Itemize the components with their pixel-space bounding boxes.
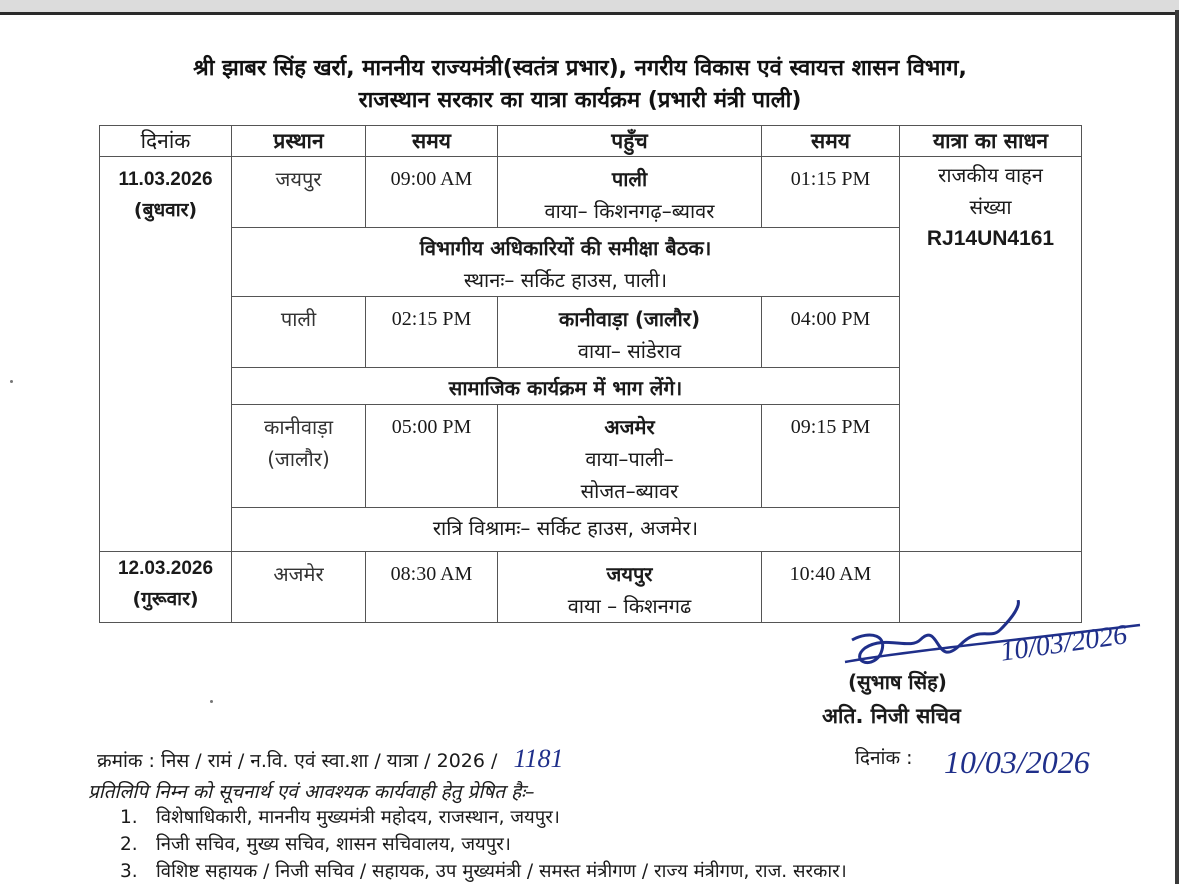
arrival-via: वाया–पाली– bbox=[585, 447, 674, 471]
arrival-cell bbox=[498, 297, 762, 368]
arrival-via-cont: सोजत–ब्यावर bbox=[580, 479, 679, 503]
date-cell-day2 bbox=[100, 552, 232, 623]
arrival-via: वाया – किशनगढ bbox=[567, 594, 692, 618]
arrival-cell bbox=[498, 405, 762, 508]
date-label: दिनांक : bbox=[855, 747, 913, 769]
scan-right-edge bbox=[1175, 10, 1179, 884]
scan-speck bbox=[10, 380, 13, 383]
arrival-place: पाली bbox=[611, 167, 648, 191]
table-row bbox=[100, 157, 1082, 228]
list-number: 2. bbox=[120, 834, 138, 855]
reference-line bbox=[97, 744, 564, 774]
header-date: दिनांक bbox=[100, 126, 232, 157]
vehicle-label: राजकीय वाहन bbox=[938, 163, 1043, 187]
arrival-via: वाया– सांडेराव bbox=[577, 339, 682, 363]
signatory-designation: अति. निजी सचिव bbox=[822, 704, 961, 728]
arrival-place: कानीवाड़ा (जालौर) bbox=[558, 307, 701, 331]
scan-top-band bbox=[0, 0, 1179, 14]
departure-time-cell: 02:15 PM bbox=[366, 297, 498, 368]
arrival-place: जयपुर bbox=[606, 562, 653, 586]
arrival-time-cell: 04:00 PM bbox=[762, 297, 900, 368]
departure-place: कानीवाड़ा bbox=[264, 415, 333, 439]
signature-date: 10/03/2026 bbox=[998, 619, 1130, 668]
event-note-cell: सामाजिक कार्यक्रम में भाग लेंगे। bbox=[232, 368, 900, 405]
list-item bbox=[120, 858, 847, 885]
date-value: 12.03.2026 bbox=[117, 558, 214, 579]
departure-time-cell: 08:30 AM bbox=[366, 552, 498, 623]
recipient-list bbox=[120, 804, 847, 885]
arrival-via: वाया– किशनगढ़–ब्यावर bbox=[544, 199, 715, 223]
vehicle-number-label: संख्या bbox=[969, 195, 1012, 219]
departure-place-district: (जालौर) bbox=[267, 447, 330, 471]
event-note-cell bbox=[232, 228, 900, 297]
departure-time-cell: 05:00 PM bbox=[366, 405, 498, 508]
list-item bbox=[120, 831, 847, 858]
departure-cell: पाली bbox=[232, 297, 366, 368]
list-text: विशेषाधिकारी, माननीय मुख्यमंत्री महोदय, राजस्थान, जयपुर। bbox=[156, 807, 560, 828]
copy-to-line: प्रतिलिपि निम्न को सूचनार्थ एवं आवश्यक कार्यवाही हेतु प्रेषित हैः– bbox=[88, 781, 535, 803]
scan-speck bbox=[210, 700, 213, 703]
night-stay-cell: रात्रि विश्रामः– सर्किट हाउस, अजमेर। bbox=[232, 508, 900, 552]
signatory-name: (सुभाष सिंह) bbox=[848, 670, 947, 694]
departure-time-cell: 09:00 AM bbox=[366, 157, 498, 228]
date-cell-day1 bbox=[100, 157, 232, 552]
departure-cell: जयपुर bbox=[232, 157, 366, 228]
list-number: 1. bbox=[120, 807, 138, 828]
arrival-time-cell: 01:15 PM bbox=[762, 157, 900, 228]
header-departure: प्रस्थान bbox=[232, 126, 366, 157]
arrival-cell bbox=[498, 552, 762, 623]
arrival-place: अजमेर bbox=[604, 415, 655, 439]
reference-label: क्रमांक : निस / रामं / न.वि. एवं स्वा.शा / यात्रा / 2026 / bbox=[97, 750, 498, 772]
weekday-value: (गुरूवार) bbox=[132, 588, 199, 610]
schedule-table bbox=[99, 125, 1082, 623]
header-arrival: पहुँच bbox=[498, 126, 762, 157]
weekday-value: (बुधवार) bbox=[133, 199, 198, 221]
page-title-line1: श्री झाबर सिंह खर्रा, माननीय राज्यमंत्री(स्वतंत्र प्रभार), नगरीय विकास एवं स्वायत्त शासन विभाग, bbox=[193, 56, 967, 81]
list-item bbox=[120, 804, 847, 831]
list-text: विशिष्ट सहायक / निजी सचिव / सहायक, उप मुख्यमंत्री / समस्त मंत्रीगण / राज्य मंत्रीगण, राज. सरकार। bbox=[156, 861, 847, 882]
list-text: निजी सचिव, मुख्य सचिव, शासन सचिवालय, जयपुर। bbox=[156, 834, 511, 855]
departure-cell: अजमेर bbox=[232, 552, 366, 623]
table-header-row bbox=[100, 126, 1082, 157]
reference-number: 1181 bbox=[513, 744, 564, 773]
header-transport: यात्रा का साधन bbox=[900, 126, 1082, 157]
arrival-cell bbox=[498, 157, 762, 228]
date-value-handwritten: 10/03/2026 bbox=[944, 744, 1090, 780]
event-note-title: विभागीय अधिकारियों की समीक्षा बैठक। bbox=[419, 236, 712, 260]
date-value: 11.03.2026 bbox=[118, 169, 213, 190]
header-time: समय bbox=[762, 126, 900, 157]
header-time: समय bbox=[366, 126, 498, 157]
arrival-time-cell: 09:15 PM bbox=[762, 405, 900, 508]
arrival-time-cell: 10:40 AM bbox=[762, 552, 900, 623]
vehicle-registration: RJ14UN4161 bbox=[926, 227, 1055, 250]
event-note-venue: स्थानः– सर्किट हाउस, पाली। bbox=[463, 268, 668, 292]
transport-cell bbox=[900, 157, 1082, 552]
departure-cell bbox=[232, 405, 366, 508]
list-number: 3. bbox=[120, 861, 138, 882]
page-title-line2: राजस्थान सरकार का यात्रा कार्यक्रम (प्रभारी मंत्री पाली) bbox=[358, 88, 802, 113]
